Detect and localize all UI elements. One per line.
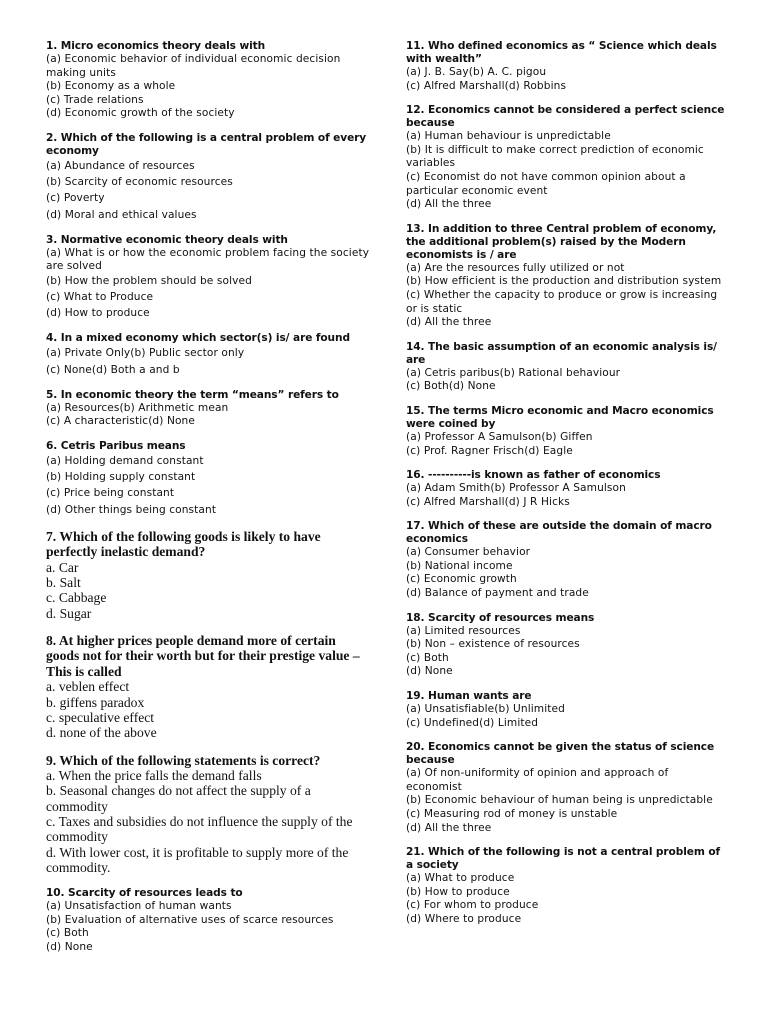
option: (b) National income: [406, 559, 513, 572]
option: (d) Economic growth of the society: [46, 107, 235, 120]
option: (a) Economic behavior of individual economic decision making units: [46, 53, 341, 79]
option: (c) Prof. Ragner Frisch: [406, 444, 525, 457]
option: (b) Professor A Samulson: [490, 482, 626, 495]
option: (a) Professor A Samulson: [406, 430, 542, 443]
option: c. Cabbage: [46, 590, 107, 606]
question-text: 15. The terms Micro economic and Macro economics were coined by: [406, 404, 714, 430]
option: (c) None: [46, 363, 92, 376]
option: (a) Unsatisfaction of human wants: [46, 900, 232, 913]
option: (c) Price being constant: [46, 487, 175, 500]
question-7: [46, 529, 371, 621]
option: (b) Economic behaviour of human being is unpredictable: [406, 794, 713, 807]
option: (a) Abundance of resources: [46, 159, 195, 172]
option: (c) Economic growth: [406, 573, 517, 586]
question-17: [406, 520, 726, 600]
question-14: [406, 341, 726, 394]
question-text: 8. At higher prices people demand more of certain goods not for their worth but for their prestige value – This is called: [46, 632, 360, 679]
question-text: 19. Human wants are: [406, 690, 532, 703]
option: (d) All the three: [406, 821, 492, 834]
question-6: [46, 440, 371, 518]
option: (c) For whom to produce: [406, 899, 539, 912]
option: (d) Moral and ethical values: [46, 208, 197, 221]
option: (b) Non – existence of resources: [406, 638, 580, 651]
option: (b) Scarcity of economic resources: [46, 176, 233, 189]
question-text: 10. Scarcity of resources leads to: [46, 887, 243, 900]
option: (a) Holding demand constant: [46, 454, 204, 467]
option: (d) Where to produce: [406, 912, 522, 925]
question-text: 17. Which of these are outside the domain of macro economics: [406, 520, 712, 546]
question-19: [406, 690, 726, 730]
option: b. giffens paradox: [46, 694, 145, 710]
option: (c) Trade relations: [46, 93, 144, 106]
left-column: [46, 40, 371, 966]
question-10: [46, 887, 371, 954]
option: (a) What is or how the economic problem facing the society are solved: [46, 246, 370, 272]
question-text: 12. Economics cannot be considered a perfect science because: [406, 104, 725, 130]
option: (c) Both: [46, 927, 89, 940]
option: (d) None: [406, 665, 453, 678]
option: (c) Undefined: [406, 716, 480, 729]
option: (d) All the three: [406, 316, 492, 329]
option: (d) Other things being constant: [46, 503, 217, 516]
option: (b) How to produce: [406, 885, 510, 898]
option: (d) How to produce: [46, 307, 150, 320]
question-text: 1. Micro economics theory deals with: [46, 40, 266, 52]
option: (a) Unsatisfiable: [406, 703, 495, 716]
option: (a) Cetris paribus: [406, 366, 500, 379]
option: (b) Economy as a whole: [46, 80, 176, 93]
option: (d) Limited: [479, 716, 539, 729]
option: (a) What to produce: [406, 872, 515, 885]
option: (b) Holding supply constant: [46, 471, 196, 484]
option: (a) Consumer behavior: [406, 546, 531, 559]
question-text: 14. The basic assumption of an economic analysis is/ are: [406, 340, 717, 366]
option: (b) Rational behaviour: [499, 366, 621, 379]
option: (c) Both: [406, 651, 449, 664]
option: (b) Arithmetic mean: [119, 401, 229, 414]
option: a. Car: [46, 559, 79, 575]
option: d. Sugar: [46, 605, 92, 621]
option: (c) Economist do not have common opinion about a particular economic event: [406, 170, 686, 197]
option: (a) Private Only: [46, 347, 131, 360]
option: (c) Alfred Marshall: [406, 79, 505, 92]
question-text: 7. Which of the following goods is likely to have perfectly inelastic demand?: [46, 528, 321, 560]
question-text: 21. Which of the following is not a central problem of a society: [406, 846, 721, 872]
option: d. none of the above: [46, 725, 157, 741]
question-18: [406, 612, 726, 679]
option: (c) Alfred Marshall: [406, 495, 505, 508]
question-text: 11. Who defined economics as “ Science which deals with wealth”: [406, 40, 717, 65]
option: (c) Poverty: [46, 192, 105, 205]
option: (a) Are the resources fully utilized or not: [406, 261, 625, 274]
option: (a) Limited resources: [406, 624, 521, 637]
option: d. With lower cost, it is profitable to supply more of the commodity.: [46, 844, 349, 875]
question-13: [406, 223, 726, 330]
right-column: [406, 40, 726, 938]
option: (d) Both a and b: [91, 363, 180, 376]
question-1: [46, 40, 371, 121]
question-5: [46, 389, 371, 429]
option: a. veblen effect: [46, 679, 130, 695]
question-text: 13. In addition to three Central problem of economy, the additional problem(s) raised by the Modern economists is / are: [406, 222, 717, 261]
question-8: [46, 633, 371, 741]
option: (c) Whether the capacity to produce or grow is increasing or is static: [406, 288, 718, 315]
option: (c) A characteristic: [46, 415, 149, 428]
option: (b) Giffen: [541, 430, 593, 443]
option: b. Seasonal changes do not affect the supply of a commodity: [46, 783, 311, 814]
option: (a) Adam Smith: [406, 482, 491, 495]
question-text: 9. Which of the following statements is correct?: [46, 752, 321, 768]
question-9: [46, 753, 371, 876]
option: (d) J R Hicks: [504, 495, 570, 508]
option: c. speculative effect: [46, 710, 155, 726]
option: (a) Resources: [46, 401, 120, 414]
option: (d) Robbins: [504, 79, 567, 92]
option: (d) None: [46, 941, 93, 954]
option: (b) Unlimited: [494, 703, 565, 716]
option: (b) Public sector only: [130, 347, 245, 360]
option: (b) A. C. pigou: [468, 66, 547, 78]
question-4: [46, 332, 371, 377]
option: (b) How the problem should be solved: [46, 274, 252, 287]
question-text: 6. Cetris Paribus means: [46, 439, 186, 452]
question-11: [406, 40, 726, 93]
question-16: [406, 469, 726, 509]
question-3: [46, 234, 371, 322]
question-text: 18. Scarcity of resources means: [406, 611, 595, 624]
question-12: [406, 104, 726, 212]
question-15: [406, 405, 726, 458]
option: (d) None: [448, 380, 496, 393]
option: (d) Balance of payment and trade: [406, 587, 589, 600]
option: (c) What to Produce: [46, 290, 154, 303]
option: (a) J. B. Say: [406, 66, 469, 78]
question-text: 16. ----------is known as father of economics: [406, 469, 661, 482]
option: (a) Of non-uniformity of opinion and approach of economist: [406, 767, 669, 793]
option: c. Taxes and subsidies do not influence the supply of the commodity: [46, 814, 353, 845]
option: (c) Both: [406, 380, 449, 393]
option: (c) Measuring rod of money is unstable: [406, 808, 618, 820]
question-text: 5. In economic theory the term “means” refers to: [46, 388, 339, 401]
question-21: [406, 846, 726, 926]
option: a. When the price falls the demand falls: [46, 768, 262, 784]
option: (a) Human behaviour is unpredictable: [406, 130, 611, 143]
option: (b) Evaluation of alternative uses of scarce resources: [46, 913, 334, 926]
question-text: 2. Which of the following is a central problem of every economy: [46, 131, 367, 157]
question-20: [406, 741, 726, 835]
question-text: 20. Economics cannot be given the status of science because: [406, 741, 715, 767]
option: (d) None: [148, 415, 195, 428]
option: b. Salt: [46, 575, 81, 591]
question-2: [46, 132, 371, 223]
option: (b) It is difficult to make correct prediction of economic variables: [406, 143, 704, 170]
question-text: 4. In a mixed economy which sector(s) is/ are found: [46, 332, 350, 345]
option: (b) How efficient is the production and distribution system: [406, 275, 722, 288]
question-text: 3. Normative economic theory deals with: [46, 233, 288, 246]
option: (d) Eagle: [524, 444, 573, 457]
option: (d) All the three: [406, 198, 492, 211]
